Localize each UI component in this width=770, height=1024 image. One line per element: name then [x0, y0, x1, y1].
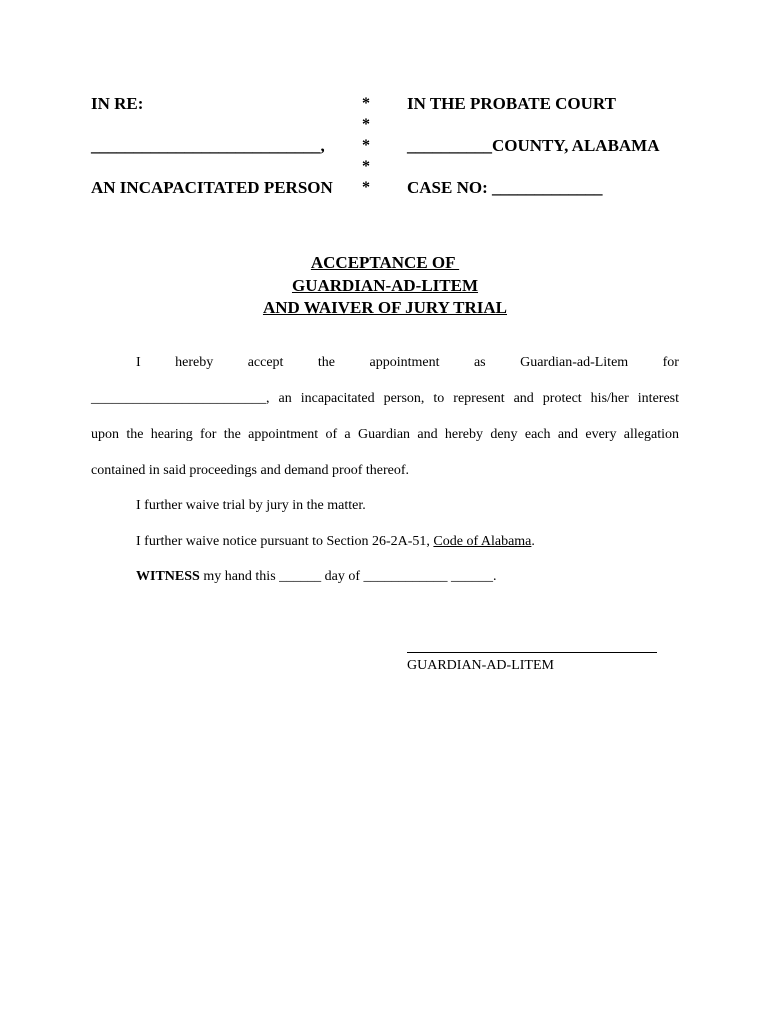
caption-separator-star: *: [362, 179, 370, 196]
document-title-line-1: ACCEPTANCE OF: [310, 253, 460, 272]
word: hereby: [175, 355, 214, 370]
incapacitated-person-label: AN INCAPACITATED PERSON: [91, 178, 333, 197]
word: Guardian-ad-Litem: [520, 355, 629, 370]
caption-separator-star: *: [362, 158, 370, 175]
county-field: __________COUNTY, ALABAMA: [407, 136, 660, 155]
court-name: IN THE PROBATE COURT: [407, 94, 616, 113]
in-re-label: IN RE:: [91, 94, 144, 113]
signature-line: [407, 652, 657, 653]
signature-label: GUARDIAN-AD-LITEM: [407, 658, 554, 673]
document-title-line-3: AND WAIVER OF JURY TRIAL: [262, 298, 508, 317]
period: .: [531, 534, 535, 549]
paragraph-acceptance-line-4: contained in said proceedings and demand proof thereof.: [91, 463, 410, 478]
caption-separator-star: *: [362, 137, 370, 154]
witness-line: [136, 568, 497, 586]
paragraph-acceptance-line-2: _________________________, an incapacitated person, to represent and protect his/her interest: [91, 391, 679, 406]
notice-waiver-text: I further waive notice pursuant to Section 26-2A-51,: [136, 534, 434, 549]
caption-separator-star: *: [362, 95, 370, 112]
caption-separator-star: *: [362, 116, 370, 133]
paragraph-jury-waiver: I further waive trial by jury in the matter.: [136, 498, 366, 513]
word: the: [317, 355, 336, 370]
word: accept: [247, 355, 284, 370]
witness-label: WITNESS: [136, 569, 200, 584]
code-of-alabama-citation: Code of Alabama: [433, 534, 532, 549]
respondent-name-blank: ___________________________,: [91, 136, 325, 155]
witness-text: my hand this ______ day of ____________ ______.: [199, 569, 497, 584]
word: I: [136, 355, 141, 370]
paragraph-acceptance-line-3: upon the hearing for the appointment of a Guardian and hereby deny each and every allegation: [91, 427, 679, 442]
word: as: [473, 355, 486, 370]
paragraph-notice-waiver: [136, 533, 535, 551]
word: for: [662, 355, 679, 370]
case-number-field: CASE NO: _____________: [407, 178, 603, 197]
word: appointment: [369, 355, 440, 370]
document-title-line-2: GUARDIAN-AD-LITEM: [291, 276, 479, 295]
paragraph-acceptance-line-1: [136, 354, 679, 372]
